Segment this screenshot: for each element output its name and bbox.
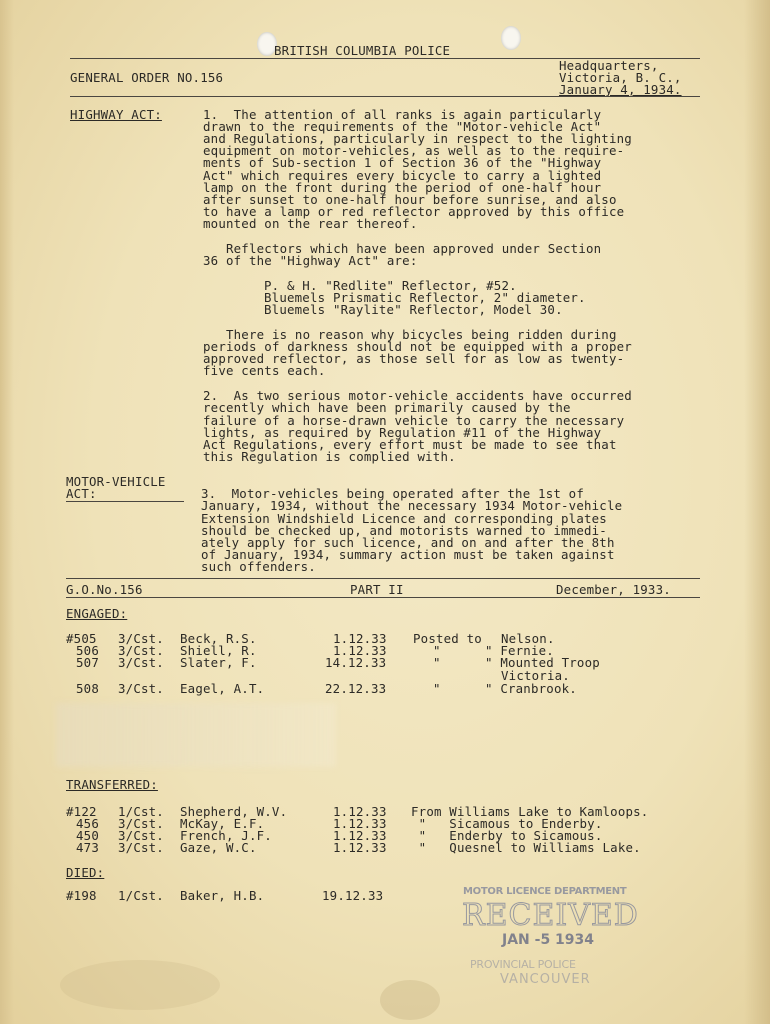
rank: 3/Cst. (118, 681, 164, 696)
text-line: mounted on the rear thereof. (203, 216, 418, 231)
stamp-department: MOTOR LICENCE DEPARTMENT (463, 886, 627, 897)
paper-stain (380, 980, 440, 1020)
heading-died: DIED: (66, 865, 105, 880)
heading-highway-act: HIGHWAY ACT: (70, 107, 162, 122)
member-name: French, J.F. (180, 828, 272, 843)
list-item: Bluemels "Raylite" Reflector, Model 30. (264, 302, 563, 317)
part2-date: December, 1933. (556, 582, 671, 597)
hq-date: January 4, 1934. (559, 82, 682, 97)
text-line: 3. Motor-vehicles being operated after the 1st of (201, 486, 584, 501)
organization-title: BRITISH COLUMBIA POLICE (274, 43, 451, 58)
text-line: Reflectors which have been approved under Section (203, 241, 602, 256)
text-line: recently which have been primarily caused by the (203, 400, 571, 415)
stamp-date: JAN -5 1934 (502, 932, 595, 948)
transfer-route: " Quesnel to Williams Lake. (411, 840, 641, 855)
heading-motor-vehicle-act: MOTOR-VEHICLE (66, 474, 166, 489)
entry-date: 14.12.33 (325, 655, 387, 670)
member-name: Shepherd, W.V. (180, 804, 288, 819)
service-number: #198 (66, 888, 97, 903)
text-line: drawn to the requirements of the "Motor-vehicle Act" (203, 119, 602, 134)
service-number: #122 (66, 804, 97, 819)
member-name: Beck, R.S. (180, 631, 257, 646)
ditto: Posted to (413, 631, 482, 646)
text-line: should be checked up, and motorists warned to immedi- (201, 523, 607, 538)
rank: 3/Cst. (118, 828, 164, 843)
paper-stain (60, 960, 220, 1010)
text-line: 36 of the "Highway Act" are: (203, 253, 418, 268)
transfer-route: " Enderby to Sicamous. (411, 828, 603, 843)
member-name: Eagel, A.T. (180, 681, 265, 696)
text-line: Extension Windshield Licence and corresponding plates (201, 511, 607, 526)
text-line: lamp on the front during the period of one-half hour (203, 180, 602, 195)
text-line: Act" which requires every bicycle to carry a lighted (203, 168, 602, 183)
text-line: failure of a horse-drawn vehicle to carry the necessary (203, 413, 625, 428)
member-name: McKay, E.F. (180, 816, 265, 831)
text-line: equipment on motor-vehicles, as well as to the require- (203, 143, 625, 158)
service-number: 506 (76, 643, 99, 658)
rank: 3/Cst. (118, 643, 164, 658)
text-line: to have a lamp or red reflector approved by this office (203, 204, 625, 219)
text-line: five cents each. (203, 363, 326, 378)
rank: 3/Cst. (118, 631, 164, 646)
member-name: Shiell, R. (180, 643, 257, 658)
ditto: " (433, 681, 441, 696)
heading-engaged: ENGAGED: (66, 606, 128, 621)
service-number: #505 (66, 631, 97, 646)
entry-date: 1.12.33 (333, 840, 387, 855)
text-line: such offenders. (201, 559, 316, 574)
text-line: Act Regulations, every effort must be made to see that (203, 437, 617, 452)
entry-date: 1.12.33 (333, 631, 387, 646)
rank: 3/Cst. (118, 816, 164, 831)
text-line: approved reflector, as those sell for as low as twenty- (203, 351, 625, 366)
redacted-area (56, 703, 336, 767)
stamp-received: RECEIVED (462, 898, 639, 933)
ditto: " (433, 643, 441, 658)
text-line: periods of darkness should not be equipped with a proper (203, 339, 632, 354)
text-line: ments of Sub-section 1 of Section 36 of the "Highway (203, 155, 602, 170)
transfer-route: From Williams Lake to Kamloops. (411, 804, 649, 819)
text-line: after sunset to one-half hour before sunrise, and also (203, 192, 617, 207)
posting: " Cranbrook. (485, 681, 577, 696)
member-name: Gaze, W.C. (180, 840, 257, 855)
service-number: 507 (76, 655, 99, 670)
rank: 3/Cst. (118, 840, 164, 855)
text-line: of January, 1934, summary action must be taken against (201, 547, 615, 562)
posting: " Fernie. (485, 643, 554, 658)
list-item: P. & H. "Redlite" Reflector, #52. (264, 278, 517, 293)
rank: 3/Cst. (118, 655, 164, 670)
hq-line-1: Headquarters, (559, 58, 659, 73)
service-number: 473 (76, 840, 99, 855)
hq-line-2: Victoria, B. C., (559, 70, 682, 85)
text-line: this Regulation is complied with. (203, 449, 456, 464)
text-line: ately apply for such licence, and on and after the 8th (201, 535, 615, 550)
heading-underline (66, 501, 184, 502)
service-number: 508 (76, 681, 99, 696)
ditto: " (433, 655, 441, 670)
transfer-route: " Sicamous to Enderby. (411, 816, 603, 831)
rank: 1/Cst. (118, 888, 164, 903)
entry-date: 1.12.33 (333, 804, 387, 819)
paper-edge-right (744, 0, 770, 1024)
text-line: There is no reason why bicycles being ridden during (203, 327, 617, 342)
part2-rule (66, 597, 700, 598)
entry-date: 1.12.33 (333, 828, 387, 843)
list-item: Bluemels Prismatic Reflector, 2" diameter. (264, 290, 586, 305)
part-divider (66, 578, 700, 579)
part2-title: PART II (350, 582, 404, 597)
stamp-city: VANCOUVER (500, 972, 591, 987)
general-order-number: GENERAL ORDER NO.156 (70, 70, 224, 85)
entry-date: 22.12.33 (325, 681, 387, 696)
part2-reference: G.O.No.156 (66, 582, 143, 597)
posting: " Mounted Troop (485, 655, 600, 670)
entry-date: 1.12.33 (333, 816, 387, 831)
rank: 1/Cst. (118, 804, 164, 819)
heading-transferred: TRANSFERRED: (66, 777, 158, 792)
heading-motor-vehicle-act-2: ACT: (66, 486, 97, 501)
service-number: 456 (76, 816, 99, 831)
stamp-provincial: PROVINCIAL POLICE (470, 958, 576, 971)
paper-edge-left (0, 0, 14, 1024)
punch-hole-right (501, 26, 521, 50)
text-line: January, 1934, without the necessary 1934 Motor-vehicle (201, 498, 623, 513)
text-line: and Regulations, particularly in respect to the lighting (203, 131, 632, 146)
entry-date: 1.12.33 (333, 643, 387, 658)
member-name: Slater, F. (180, 655, 257, 670)
text-line: 1. The attention of all ranks is again particularly (203, 107, 602, 122)
text-line: lights, as required by Regulation #11 of the Highway (203, 425, 602, 440)
posting: Nelson. (501, 631, 555, 646)
header-rule-bottom (70, 96, 700, 97)
posting-continuation: Victoria. (501, 668, 570, 683)
text-line: 2. As two serious motor-vehicle accidents have occurred (203, 388, 632, 403)
member-name: Baker, H.B. (180, 888, 265, 903)
service-number: 450 (76, 828, 99, 843)
entry-date: 19.12.33 (322, 888, 384, 903)
